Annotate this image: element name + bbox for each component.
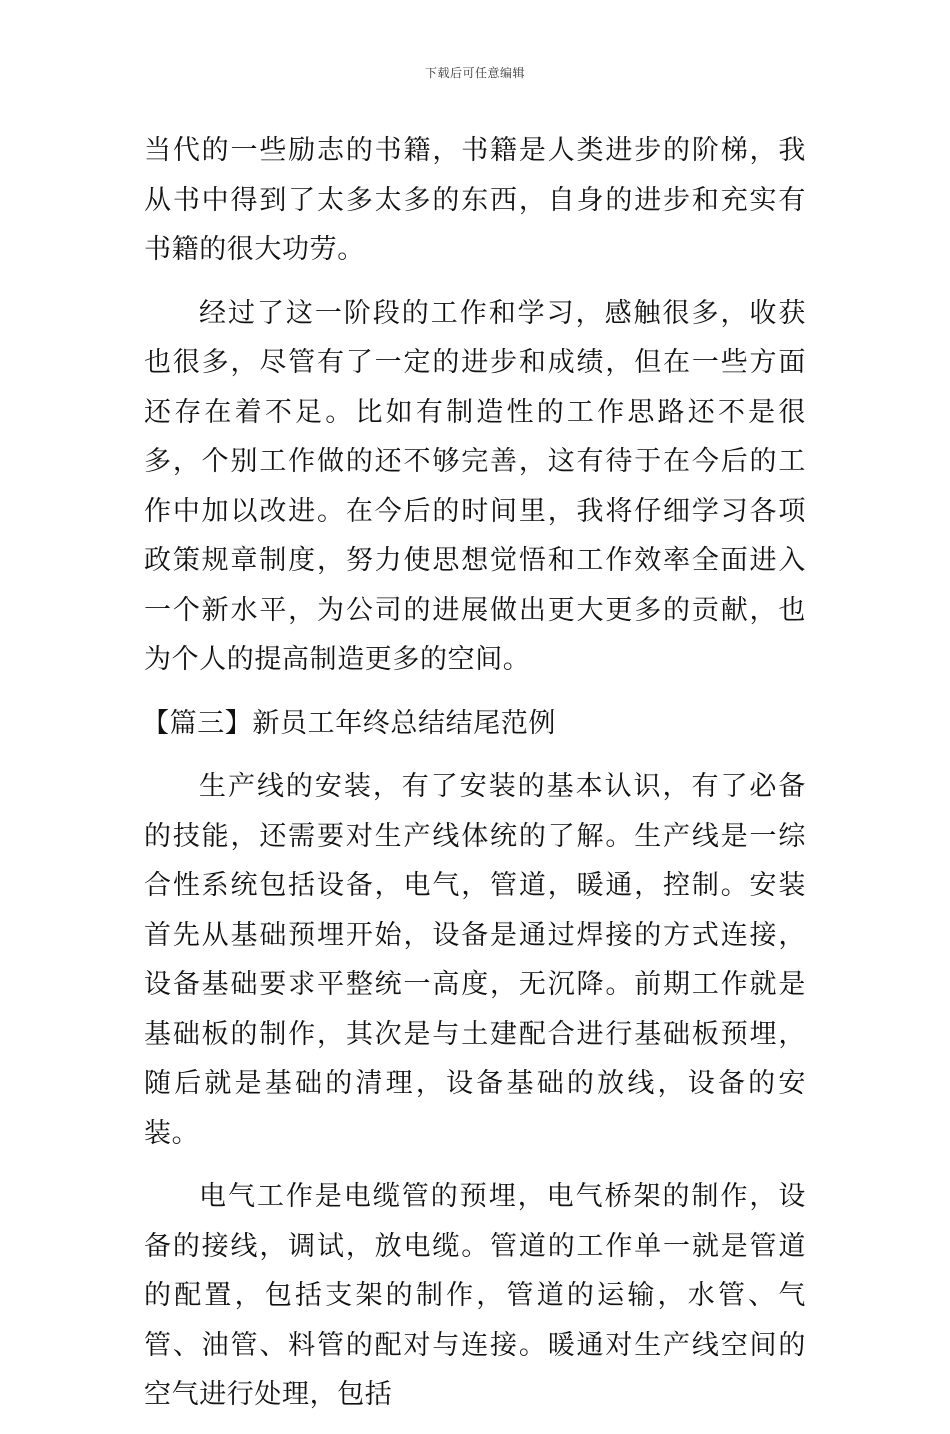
page-header-note: 下载后可任意编辑 xyxy=(424,66,525,80)
document-body xyxy=(144,126,806,1434)
paragraph-continuation: 当代的一些励志的书籍，书籍是人类进步的阶梯，我从书中得到了太多太多的东西，自身的进步和充实有书籍的很大功劳。 xyxy=(144,135,806,265)
section-title: 【篇三】新员工年终总结结尾范例 xyxy=(142,707,556,739)
paragraph-production-line: 生产线的安装，有了安装的基本认识，有了必备的技能，还需要对生产线体统的了解。生产线是一综合性系统包括设备，电气，管道，暖通，控制。安装首先从基础预埋开始，设备是通过焊接的方式连接，设备基础要求平整统一高度，无沉降。前期工作就是基础板的制作，其次是与土建配合进行基础板预埋，随后就是基础的清理，设备基础的放线，设备的安装。 xyxy=(144,771,806,1149)
paragraph-reflection: 经过了这一阶段的工作和学习，感触很多，收获也很多，尽管有了一定的进步和成绩，但在一些方面还存在着不足。比如有制造性的工作思路还不是很多，个别工作做的还不够完善，这有待于在今后的工作中加以改进。在今后的时间里，我将仔细学习各项政策规章制度，努力使思想觉悟和工作效率全面进入一个新水平，为公司的进展做出更大更多的贡献，也为个人的提高制造更多的空间。 xyxy=(144,297,806,675)
paragraph-electrical-work: 电气工作是电缆管的预埋，电气桥架的制作，设备的接线，调试，放电缆。管道的工作单一就是管道的配置，包括支架的制作，管道的运输，水管、气管、油管、料管的配对与连接。暖通对生产线空间的空气进行处理，包括 xyxy=(144,1181,806,1410)
